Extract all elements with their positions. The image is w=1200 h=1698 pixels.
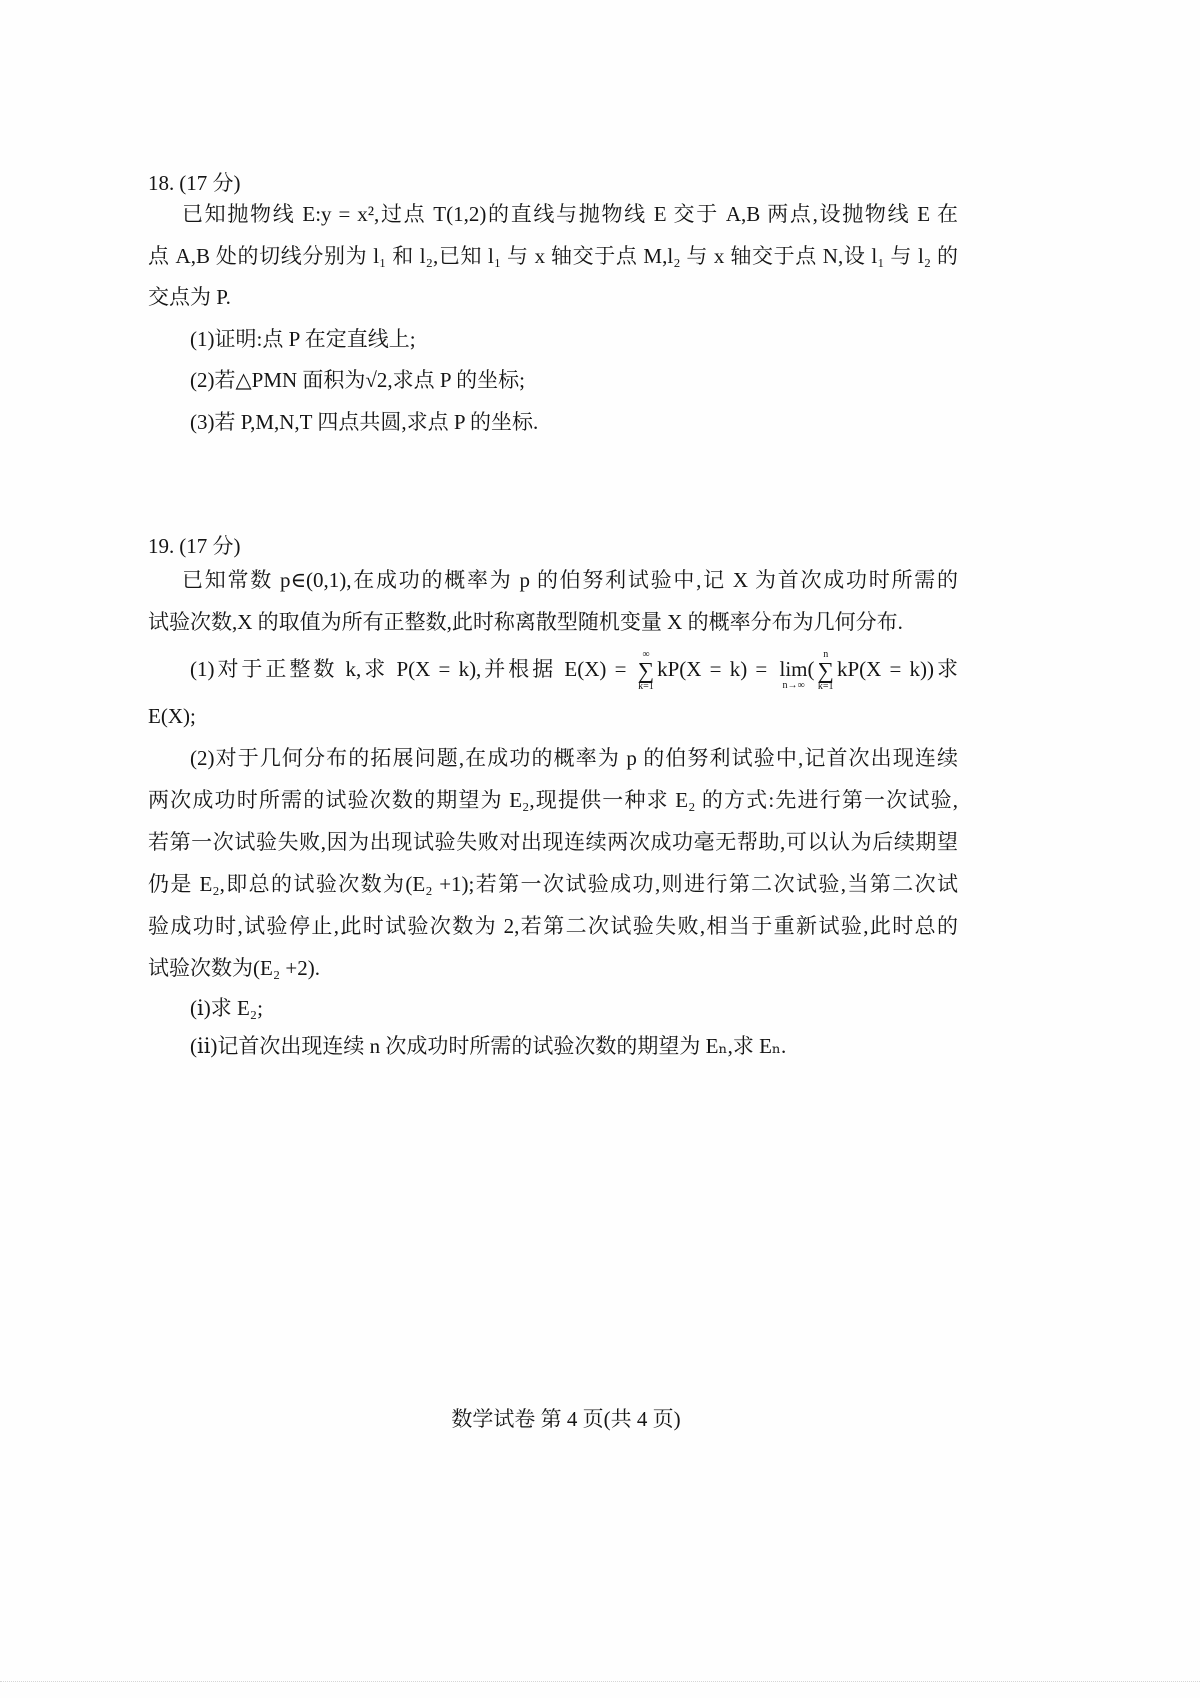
page-footer: 数学试卷 第 4 页(共 4 页) [451,1407,681,1431]
problem-18-part-3: (3)若 P,M,N,T 四点共圆,求点 P 的坐标. [190,409,539,434]
problem-19-part-2-line: 验成功时,试验停止,此时试验次数为 2,若第二次试验失败,相当于重新试验,此时总的 [148,914,958,938]
problem-19-part-1-continuation: E(X); [148,704,196,728]
problem-19-part-2-line: 试验次数为(E₂ +2). [148,956,320,980]
limit-word: lim [779,657,808,681]
summation-symbol: ∑ [817,657,834,683]
problem-19-body [148,559,958,1065]
text-segment: kP(X = k))求 [836,657,959,681]
problem-19-part-2-line: 两次成功时所需的试验次数的期望为 E₂,现提供一种求 E₂ 的方式:先进行第一次试验, [148,788,958,812]
summation-upper-limit: n [823,649,829,661]
problem-19-part-2-line: 仍是 E₂,即总的试验次数为(E₂ +1);若第一次试验成功,则进行第二次试验,当第二次试 [148,872,958,896]
summation-symbol: ∑ [637,657,655,683]
problem-19-part-2-line: 若第一次试验失败,因为出现试验失败对出现连续两次成功毫无帮助,可以认为后续期望 [148,830,958,854]
scan-edge-line [0,1681,1200,1682]
problem-18-part-2: (2)若△PMN 面积为√2,求点 P 的坐标; [190,368,525,392]
problem-score: (17 分) [179,534,241,558]
problem-19-subpart-ii: (ⅱ)记首次出现连续 n 次成功时所需的试验次数的期望为 Eₙ,求 Eₙ. [190,1034,787,1058]
problem-number: 19. [148,534,175,558]
problem-18-part-1: (1)证明:点 P 在定直线上; [190,326,416,351]
summation-upper-limit: ∞ [642,649,650,661]
problem-18-body [148,194,958,443]
limit-operator [780,659,808,692]
problem-19-stem-line: 已知常数 p∈(0,1),在成功的概率为 p 的伯努利试验中,记 X 为首次成功时所需的 [182,568,958,592]
summation-finite [818,650,834,692]
problem-number: 18. [148,171,175,195]
problem-19-subpart-i: (ⅰ)求 E₂; [190,996,263,1020]
limit-subscript: n→∞ [782,680,805,691]
problem-18-stem-line: 点 A,B 处的切线分别为 l₁ 和 l₂,已知 l₁ 与 x 轴交于点 M,l₂ 与 x 轴交于点 N,设 l₁ 与 l₂ 的 [148,243,958,268]
summation-lower-limit: k=1 [817,680,834,692]
problem-score: (17 分) [179,171,241,195]
text-segment: ( [807,657,815,681]
problem-19-stem-line: 试验次数,X 的取值为所有正整数,此时称离散型随机变量 X 的概率分布为几何分布. [148,610,903,634]
problem-19-part-1-formula-line [148,643,958,695]
summation-infinite [638,650,654,692]
problem-18-stem-line: 交点为 P. [148,285,231,309]
text-segment: kP(X = k) = [657,657,768,681]
summation-lower-limit: k=1 [638,680,654,692]
text-segment: (1)对于正整数 k,求 P(X = k),并根据 E(X) = [190,657,627,681]
problem-19-part-2-line: (2)对于几何分布的拓展问题,在成功的概率为 p 的伯努利试验中,记首次出现连续 [190,746,958,770]
problem-18-stem-line: 已知抛物线 E:y = x²,过点 T(1,2)的直线与抛物线 E 交于 A,B 两点,设抛物线 E 在 [182,202,958,226]
